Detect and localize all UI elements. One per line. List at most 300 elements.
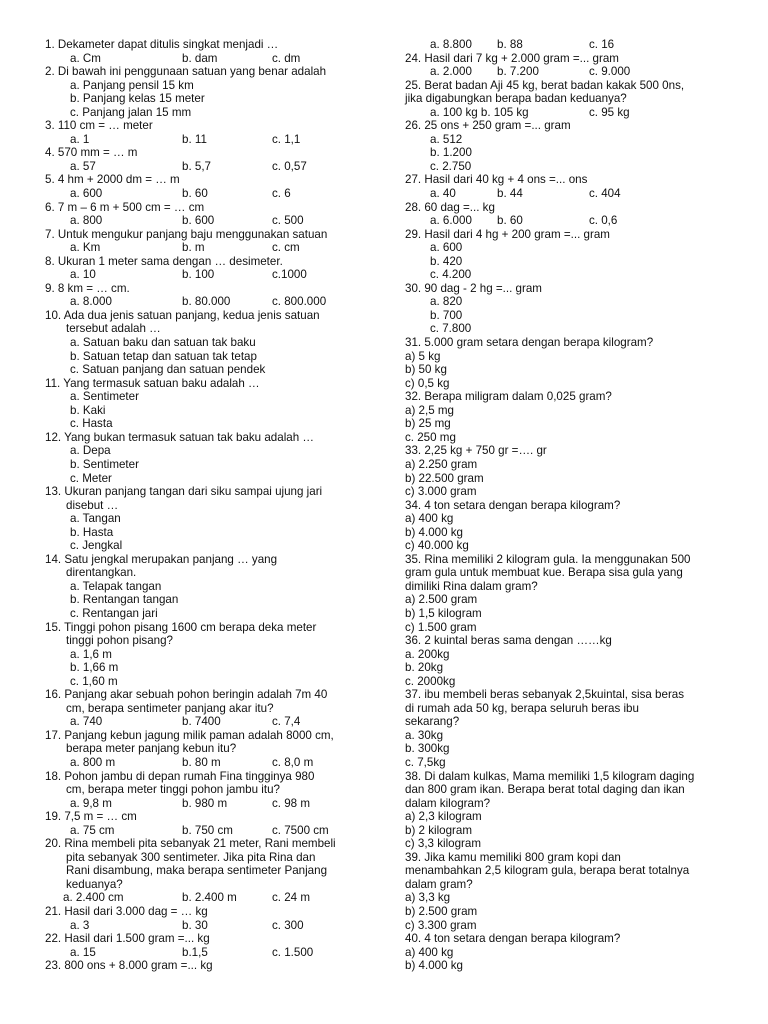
answer-options-line: [405, 946, 740, 960]
option-text: a) 3,3 kg: [405, 891, 451, 905]
answer-options-line: [405, 38, 740, 52]
answer-options-line: [45, 472, 380, 486]
answer-options-line: [45, 593, 380, 607]
answer-options-line: [405, 729, 740, 743]
question-line: [45, 905, 380, 919]
question-line: [45, 255, 380, 269]
option-text: b. 80.000: [182, 295, 231, 309]
option-text: c. Meter: [70, 471, 112, 485]
option-text: a) 2.500 gram: [405, 593, 478, 607]
question-line: [405, 878, 740, 892]
question-text: 12. Yang bukan termasuk satuan tak baku adalah …: [45, 430, 314, 444]
option-text: b. 420: [430, 254, 463, 268]
answer-options-line: [405, 607, 740, 621]
question-line: [405, 797, 740, 811]
option-text: b. 1.200: [430, 146, 472, 160]
question-line: [405, 228, 740, 242]
question-line: [45, 499, 380, 513]
answer-options-line: [405, 404, 740, 418]
question-line: [45, 634, 380, 648]
answer-options-line: [405, 742, 740, 756]
answer-options-line: [45, 512, 380, 526]
answer-options-line: [405, 160, 740, 174]
question-text: 8. Ukuran 1 meter sama dengan … desimeter.: [45, 254, 283, 268]
answer-options-line: [405, 485, 740, 499]
option-text: a. 40: [430, 187, 456, 201]
option-text: b. 7.200: [497, 65, 539, 79]
option-text: a. Tangan: [70, 512, 121, 526]
question-text: tinggi pohon pisang?: [66, 634, 174, 648]
question-text: 19. 7,5 m = … cm: [45, 810, 137, 824]
answer-options-line: [405, 905, 740, 919]
option-text: b. 300kg: [405, 742, 450, 756]
option-text: b. 7400: [182, 715, 221, 729]
question-line: [45, 810, 380, 824]
answer-options-line: [45, 295, 380, 309]
answer-options-line: [405, 65, 740, 79]
answer-options-line: [405, 675, 740, 689]
question-text: 30. 90 dag - 2 hg =... gram: [405, 281, 542, 295]
answer-options-line: [405, 661, 740, 675]
question-line: [405, 52, 740, 66]
question-line: [45, 228, 380, 242]
option-text: c. 95 kg: [589, 105, 630, 119]
answer-options-line: [405, 417, 740, 431]
option-text: b. 20kg: [405, 661, 444, 675]
answer-options-line: [45, 404, 380, 418]
question-text: 36. 2 kuintal beras sama dengan ……kg: [405, 634, 612, 648]
option-text: c. 9.000: [589, 65, 631, 79]
answer-options-line: [45, 675, 380, 689]
option-text: a. 1: [70, 132, 90, 146]
option-text: a. Cm: [70, 51, 101, 65]
option-text: c) 3.300 gram: [405, 918, 477, 932]
answer-options-line: [45, 350, 380, 364]
option-text: a. Km: [70, 241, 101, 255]
answer-options-line: [405, 322, 740, 336]
answer-options-line: [405, 891, 740, 905]
option-text: c. 16: [589, 38, 615, 51]
option-text: c. 1,60 m: [70, 674, 118, 688]
option-text: c. 7,5kg: [405, 755, 446, 769]
answer-options-line: [405, 539, 740, 553]
option-text: a. 57: [70, 159, 96, 173]
answer-options-line: [405, 255, 740, 269]
right-column: [405, 38, 740, 973]
option-text: a. 1,6 m: [70, 647, 112, 661]
question-line: [405, 702, 740, 716]
question-line: [45, 173, 380, 187]
option-text: c. 8,0 m: [272, 755, 314, 769]
question-line: [45, 932, 380, 946]
option-text: b. 11: [182, 132, 207, 146]
question-text: 16. Panjang akar sebuah pohon beringin adalah 7m 40: [45, 688, 328, 702]
answer-options-line: [45, 417, 380, 431]
question-text: dimiliki Rina dalam gram?: [405, 579, 538, 593]
option-text: a. 8.000: [70, 295, 112, 309]
option-text: b) 2.500 gram: [405, 905, 478, 918]
option-text: c. 0,57: [272, 159, 307, 173]
question-text: dalam kilogram?: [405, 796, 491, 810]
question-text: 21. Hasil dari 3.000 dag = … kg: [45, 905, 208, 918]
option-text: a. 800 m: [70, 755, 116, 769]
question-line: [45, 783, 380, 797]
answer-options-line: [45, 607, 380, 621]
option-text: a. 15: [70, 945, 96, 959]
option-text: a. 600: [70, 187, 103, 201]
question-text: 18. Pohon jambu di depan rumah Fina tingginya 980: [45, 769, 315, 783]
answer-options-line: [45, 946, 380, 960]
question-text: 38. Di dalam kulkas, Mama memiliki 1,5 kilogram daging: [405, 769, 695, 783]
option-text: c. 0,6: [589, 214, 618, 228]
question-text: 25. Berat badan Aji 45 kg, berat badan kakak 500 0ns,: [405, 78, 685, 92]
answer-options-line: [45, 336, 380, 350]
answer-options-line: [45, 539, 380, 553]
question-text: 26. 25 ons + 250 gram =... gram: [405, 119, 571, 133]
question-line: [405, 553, 740, 567]
question-line: [405, 864, 740, 878]
option-text: b. Sentimeter: [70, 457, 139, 471]
option-text: b. 1,66 m: [70, 661, 119, 675]
option-text: b. 600: [182, 214, 215, 228]
question-line: [405, 79, 740, 93]
question-line: [45, 485, 380, 499]
option-text: b. 5,7: [182, 159, 212, 173]
question-text: sekarang?: [405, 715, 460, 729]
option-text: c. 2000kg: [405, 674, 456, 688]
answer-options-line: [45, 106, 380, 120]
question-text: dan 800 gram ikan. Berapa berat total daging dan ikan: [405, 783, 685, 797]
question-line: [45, 431, 380, 445]
question-text: 23. 800 ons + 8.000 gram =... kg: [45, 959, 213, 973]
question-text: 37. ibu membeli beras sebanyak 2,5kuintal, sisa beras: [405, 688, 685, 702]
option-text: a. 8.800: [430, 38, 472, 51]
answer-options-line: [405, 241, 740, 255]
option-text: b. 60: [182, 187, 208, 201]
question-text: 35. Rina memiliki 2 kilogram gula. Ia menggunakan 500: [405, 552, 691, 566]
question-text: 7. Untuk mengukur panjang baju menggunakan satuan: [45, 227, 328, 241]
question-line: [405, 566, 740, 580]
answer-options-line: [405, 350, 740, 364]
option-text: a. 6.000: [430, 214, 472, 228]
question-line: [405, 634, 740, 648]
option-text: b. 30: [182, 918, 208, 932]
option-text: a. 30kg: [405, 728, 444, 742]
question-line: [405, 201, 740, 215]
option-text: c. Panjang jalan 15 mm: [70, 105, 192, 119]
option-text: c. 98 m: [272, 796, 311, 810]
option-text: b. 100: [182, 268, 215, 282]
question-text: 10. Ada dua jenis satuan panjang, kedua jenis satuan: [45, 308, 320, 322]
question-line: [45, 959, 380, 973]
question-line: [45, 729, 380, 743]
question-text: cm, berapa meter tinggi pohon jambu itu?: [66, 783, 280, 797]
question-line: [45, 566, 380, 580]
question-line: [405, 932, 740, 946]
answer-options-line: [405, 214, 740, 228]
option-text: a. 820: [430, 295, 463, 309]
question-line: [45, 553, 380, 567]
question-line: [405, 783, 740, 797]
option-text: a) 400 kg: [405, 945, 454, 959]
option-text: b. dam: [182, 51, 218, 65]
question-text: 2. Di bawah ini penggunaan satuan yang benar adalah: [45, 65, 327, 79]
answer-options-line: [405, 472, 740, 486]
option-text: b.1,5: [182, 945, 208, 959]
question-text: 24. Hasil dari 7 kg + 2.000 gram =... gram: [405, 51, 619, 65]
question-text: 28. 60 dag =... kg: [405, 200, 495, 214]
answer-options-line: [45, 92, 380, 106]
option-text: b) 2 kilogram: [405, 823, 473, 837]
option-text: a) 2.250 gram: [405, 457, 478, 471]
answer-options-line: [405, 133, 740, 147]
answer-options-line: [45, 797, 380, 811]
answer-options-line: [405, 377, 740, 391]
answer-options-line: [405, 919, 740, 933]
question-line: [45, 621, 380, 635]
option-text: b) 1,5 kilogram: [405, 606, 482, 620]
question-text: 1. Dekameter dapat ditulis singkat menjadi …: [45, 38, 279, 51]
option-text: a. Sentimeter: [70, 390, 139, 404]
option-text: b) 22.500 gram: [405, 471, 484, 485]
option-text: a. Depa: [70, 444, 111, 458]
question-line: [405, 770, 740, 784]
option-text: c. 1.500: [272, 945, 314, 959]
question-text: dalam gram?: [405, 877, 473, 891]
answer-options-line: [405, 363, 740, 377]
question-text: gram gula untuk membuat kue. Berapa sisa gula yang: [405, 566, 683, 580]
option-text: a. 200kg: [405, 647, 450, 661]
option-text: a. 100 kg b. 105 kg: [430, 105, 529, 119]
question-text: tersebut adalah …: [66, 322, 161, 336]
option-text: c) 40.000 kg: [405, 539, 469, 553]
option-text: b. Rentangan tangan: [70, 593, 179, 607]
question-text: 39. Jika kamu memiliki 800 gram kopi dan: [405, 850, 621, 864]
question-text: 17. Panjang kebun jagung milik paman adalah 8000 cm,: [45, 728, 334, 742]
answer-options-line: [45, 52, 380, 66]
question-line: [405, 444, 740, 458]
answer-options-line: [405, 648, 740, 662]
option-text: c. cm: [272, 241, 300, 255]
question-line: [45, 65, 380, 79]
option-text: b. Satuan tetap dan satuan tak tetap: [70, 349, 257, 363]
question-text: di rumah ada 50 kg, berapa seluruh beras ibu: [405, 701, 639, 715]
option-text: a. 512: [430, 132, 463, 146]
option-text: c. 2.750: [430, 159, 472, 173]
question-line: [405, 688, 740, 702]
option-text: a) 400 kg: [405, 512, 454, 526]
option-text: a. 600: [430, 241, 463, 255]
question-line: [45, 742, 380, 756]
option-text: b. 980 m: [182, 796, 228, 810]
option-text: c) 0,5 kg: [405, 376, 450, 390]
option-text: b. 88: [497, 38, 523, 51]
answer-options-line: [45, 891, 380, 905]
answer-options-line: [405, 810, 740, 824]
question-line: [45, 770, 380, 784]
question-text: 33. 2,25 kg + 750 gr =…. gr: [405, 444, 547, 458]
question-line: [45, 38, 380, 52]
question-line: [45, 322, 380, 336]
question-line: [405, 282, 740, 296]
option-text: c. 1,1: [272, 132, 301, 146]
option-text: b) 50 kg: [405, 363, 447, 377]
question-text: jika digabungkan berapa badan keduanya?: [405, 92, 627, 106]
answer-options-line: [45, 268, 380, 282]
answer-options-line: [45, 363, 380, 377]
option-text: c. 4.200: [430, 268, 472, 282]
question-line: [45, 851, 380, 865]
option-text: b) 4.000 kg: [405, 525, 464, 539]
option-text: a. 2.000: [430, 65, 472, 79]
question-line: [45, 837, 380, 851]
option-text: c. 6: [272, 187, 291, 201]
answer-options-line: [45, 458, 380, 472]
answer-options-line: [405, 431, 740, 445]
option-text: a) 2,3 kilogram: [405, 810, 482, 824]
option-text: c. dm: [272, 51, 301, 65]
option-text: c) 1.500 gram: [405, 620, 477, 634]
question-line: [405, 715, 740, 729]
answer-options-line: [405, 458, 740, 472]
answer-options-line: [405, 824, 740, 838]
answer-options-line: [45, 133, 380, 147]
question-line: [405, 119, 740, 133]
option-text: b. 44: [497, 187, 523, 201]
answer-options-line: [405, 187, 740, 201]
answer-options-line: [45, 824, 380, 838]
question-line: [405, 580, 740, 594]
answer-options-line: [405, 837, 740, 851]
question-text: 3. 110 cm = … meter: [45, 119, 153, 133]
answer-options-line: [405, 268, 740, 282]
answer-options-line: [45, 444, 380, 458]
question-text: 5. 4 hm + 2000 dm = … m: [45, 173, 180, 187]
answer-options-line: [45, 756, 380, 770]
answer-options-line: [45, 390, 380, 404]
question-line: [45, 146, 380, 160]
question-line: [45, 878, 380, 892]
option-text: b. m: [182, 241, 205, 255]
option-text: c. 500: [272, 214, 304, 228]
question-text: 31. 5.000 gram setara dengan berapa kilogram?: [405, 336, 654, 350]
answer-options-line: [405, 756, 740, 770]
option-text: c. Jengkal: [70, 539, 123, 553]
question-text: cm, berapa sentimeter panjang akar itu?: [66, 701, 274, 715]
answer-options-line: [405, 621, 740, 635]
question-text: 29. Hasil dari 4 hg + 200 gram =... gram: [405, 227, 610, 241]
answer-options-line: [45, 661, 380, 675]
option-text: c. 800.000: [272, 295, 327, 309]
answer-options-line: [405, 593, 740, 607]
option-text: b. 2.400 m: [182, 891, 237, 905]
answer-options-line: [45, 715, 380, 729]
option-text: c. 7500 cm: [272, 823, 329, 837]
question-line: [45, 702, 380, 716]
question-text: 9. 8 km = … cm.: [45, 281, 130, 295]
option-text: a. 10: [70, 268, 96, 282]
question-line: [45, 864, 380, 878]
question-text: 20. Rina membeli pita sebanyak 21 meter, Rani membeli: [45, 837, 336, 851]
option-text: c. 250 mg: [405, 430, 456, 444]
left-column: [45, 38, 380, 973]
answer-options-line: [45, 919, 380, 933]
question-text: direntangkan.: [66, 566, 137, 580]
question-text: 13. Ukuran panjang tangan dari siku sampai ujung jari: [45, 485, 323, 499]
question-line: [45, 377, 380, 391]
question-line: [405, 851, 740, 865]
question-text: berapa meter panjang kebun itu?: [66, 742, 237, 756]
answer-options-line: [405, 106, 740, 120]
option-text: a) 2,5 mg: [405, 403, 454, 417]
option-text: a. 75 cm: [70, 823, 115, 837]
question-text: 6. 7 m – 6 m + 500 cm = … cm: [45, 200, 205, 214]
question-text: 11. Yang termasuk satuan baku adalah …: [45, 376, 260, 390]
question-text: 15. Tinggi pohon pisang 1600 cm berapa deka meter: [45, 620, 317, 634]
answer-options-line: [45, 580, 380, 594]
answer-options-line: [45, 79, 380, 93]
question-line: [45, 201, 380, 215]
answer-options-line: [405, 295, 740, 309]
option-text: a. Telapak tangan: [70, 579, 162, 593]
question-text: 27. Hasil dari 40 kg + 4 ons =... ons: [405, 173, 588, 187]
question-line: [45, 309, 380, 323]
question-text: 40. 4 ton setara dengan berapa kilogram?: [405, 932, 621, 946]
question-line: [45, 282, 380, 296]
question-text: 34. 4 ton setara dengan berapa kilogram?: [405, 498, 621, 512]
question-line: [45, 688, 380, 702]
question-text: pita sebanyak 300 sentimeter. Jika pita Rina dan: [66, 850, 316, 864]
option-text: a. 2.400 cm: [63, 891, 124, 905]
option-text: b. Hasta: [70, 525, 114, 539]
option-text: b. Kaki: [70, 403, 106, 417]
option-text: a. Panjang pensil 15 km: [70, 78, 194, 92]
option-text: c. Hasta: [70, 417, 113, 431]
question-text: 4. 570 mm = … m: [45, 146, 138, 160]
option-text: c. Satuan panjang dan satuan pendek: [70, 363, 266, 377]
option-text: a. 3: [70, 918, 90, 932]
option-text: c. 7.800: [430, 322, 472, 336]
answer-options-line: [45, 526, 380, 540]
option-text: b) 4.000 kg: [405, 959, 464, 973]
option-text: c. 7,4: [272, 715, 301, 729]
answer-options-line: [45, 214, 380, 228]
option-text: a. 800: [70, 214, 103, 228]
option-text: c) 3.000 gram: [405, 485, 477, 499]
question-text: 14. Satu jengkal merupakan panjang … yang: [45, 552, 278, 566]
question-line: [405, 499, 740, 513]
option-text: b. 750 cm: [182, 823, 233, 837]
option-text: c. 404: [589, 187, 621, 201]
answer-options-line: [45, 241, 380, 255]
answer-options-line: [45, 187, 380, 201]
question-line: [405, 92, 740, 106]
question-line: [405, 336, 740, 350]
answer-options-line: [45, 160, 380, 174]
answer-options-line: [405, 309, 740, 323]
question-text: disebut …: [66, 498, 119, 512]
question-text: 22. Hasil dari 1.500 gram =... kg: [45, 932, 210, 946]
question-text: keduanya?: [66, 877, 123, 891]
option-text: a) 5 kg: [405, 349, 441, 363]
answer-options-line: [405, 512, 740, 526]
option-text: c) 3,3 kilogram: [405, 837, 482, 851]
option-text: b. 700: [430, 308, 463, 322]
option-text: a. 740: [70, 715, 103, 729]
option-text: a. 9,8 m: [70, 796, 112, 810]
question-text: Rani disambung, maka berapa sentimeter Panjang: [66, 864, 328, 878]
option-text: c. Rentangan jari: [70, 606, 158, 620]
